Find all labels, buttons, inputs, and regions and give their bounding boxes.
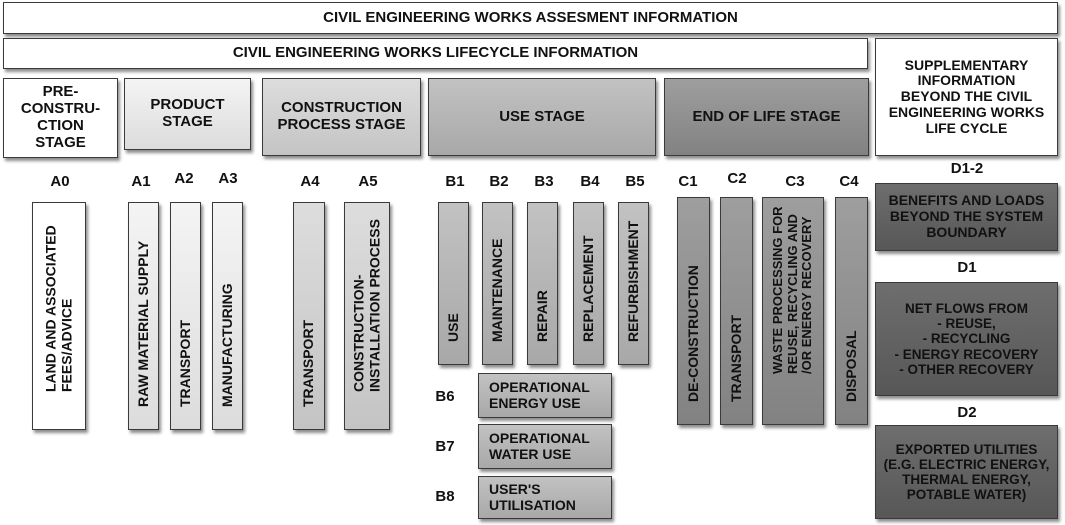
module-a5-label: CONSTRUCTION- INSTALLATION PROCESS <box>350 218 382 392</box>
operational-energy-use <box>478 373 612 418</box>
module-code: C2 <box>727 170 747 187</box>
module-b1-label: USE <box>444 313 461 343</box>
stage-use-label: USE STAGE <box>499 107 585 125</box>
stage-end-of-life-label: END OF LIFE STAGE <box>692 107 841 125</box>
module-c3 <box>762 197 824 425</box>
assessment-banner <box>3 2 1058 34</box>
users-utilisation-label: USER'S UTILISATION <box>489 480 576 513</box>
module-c1-label: DE-CONSTRUCTION <box>684 265 701 403</box>
module-c2 <box>720 197 753 425</box>
assessment-title: CIVIL ENGINEERING WORKS ASSESMENT INFORMATION <box>323 8 738 26</box>
stage-product <box>124 78 251 150</box>
stage-construction <box>262 78 421 156</box>
net-flows <box>875 282 1058 396</box>
users-utilisation <box>478 476 612 519</box>
module-b2-label: MAINTENANCE <box>488 238 505 343</box>
supplementary-code: D1-2 <box>950 160 984 177</box>
module-code: B4 <box>580 173 600 190</box>
operational-code: B8 <box>435 488 455 505</box>
module-b2 <box>482 202 513 365</box>
module-c4-label: DISPOSAL <box>842 330 859 403</box>
stage-use <box>428 78 656 156</box>
supplementary-title: SUPPLEMENTARY INFORMATION BEYOND THE CIVIL ENGINEERING WORKS LIFE CYCLE <box>888 56 1045 136</box>
module-code: A1 <box>131 173 151 190</box>
module-a3 <box>212 202 243 430</box>
module-code: A2 <box>174 170 194 187</box>
module-a3-label: MANUFACTURING <box>218 283 235 408</box>
module-c4 <box>835 197 868 425</box>
module-a5 <box>344 202 390 430</box>
module-code: B2 <box>489 173 509 190</box>
module-b5 <box>618 202 649 365</box>
stage-pre-construction <box>3 78 118 158</box>
operational-code: B7 <box>435 438 455 455</box>
module-a1-label: RAW MATERIAL SUPPLY <box>134 241 151 408</box>
benefits-and-loads <box>875 183 1058 251</box>
lifecycle-title: CIVIL ENGINEERING WORKS LIFECYCLE INFORMATION <box>232 44 639 62</box>
module-code: B3 <box>534 173 554 190</box>
stage-construction-label: CONSTRUCTION PROCESS STAGE <box>277 99 406 133</box>
module-c1 <box>677 197 710 425</box>
module-a4-label: TRANSPORT <box>300 320 317 408</box>
module-code: C4 <box>839 173 859 190</box>
supplementary-banner <box>875 38 1058 156</box>
exported-utilities-label: EXPORTED UTILITIES (E.G. ELECTRIC ENERGY, THERMAL ENERGY, POTABLE WATER) <box>883 441 1050 503</box>
operational-code: B6 <box>435 388 455 405</box>
module-b1 <box>438 202 469 365</box>
module-a0 <box>32 202 86 430</box>
net-flows-label: NET FLOWS FROM - REUSE, - RECYCLING - ENERGY RECOVERY - OTHER RECOVERY <box>894 301 1039 377</box>
supplementary-code: D1 <box>957 259 977 276</box>
module-c2-label: TRANSPORT <box>727 315 744 403</box>
module-code: B1 <box>445 173 465 190</box>
exported-utilities <box>875 425 1058 519</box>
lifecycle-banner <box>3 38 868 69</box>
module-a0-label: LAND AND ASSOCIATED FEES/ADVICE <box>42 224 74 392</box>
operational-water-use-label: OPERATIONAL WATER USE <box>489 429 590 462</box>
module-code: A0 <box>50 173 70 190</box>
module-code: A5 <box>358 173 378 190</box>
module-b3 <box>527 202 558 365</box>
module-c3-label: WASTE PROCESSING FOR REUSE, RECYCLING AND /OR ENERGY RECOVERY <box>770 206 815 375</box>
module-b3-label: REPAIR <box>533 290 550 343</box>
module-b4-label: REPLACEMENT <box>579 235 596 343</box>
module-code: A4 <box>300 173 320 190</box>
operational-energy-use-label: OPERATIONAL ENERGY USE <box>489 378 590 411</box>
module-a1 <box>128 202 159 430</box>
module-b4 <box>573 202 604 365</box>
supplementary-code: D2 <box>957 404 977 421</box>
operational-water-use <box>478 424 612 469</box>
module-a4 <box>293 202 325 430</box>
module-a2 <box>170 202 201 430</box>
module-b5-label: REFURBISHMENT <box>624 220 641 343</box>
module-code: C1 <box>678 173 698 190</box>
stage-end-of-life <box>664 78 869 156</box>
benefits-and-loads-label: BENEFITS AND LOADS BEYOND THE SYSTEM BOUNDARY <box>888 192 1045 240</box>
module-code: A3 <box>218 170 238 187</box>
module-a2-label: TRANSPORT <box>176 320 193 408</box>
stage-product-label: PRODUCT STAGE <box>150 96 225 130</box>
stage-pre-construction-label: PRE- CONSTRU- CTION STAGE <box>20 83 101 151</box>
module-code: C3 <box>785 173 805 190</box>
module-code: B5 <box>625 173 645 190</box>
